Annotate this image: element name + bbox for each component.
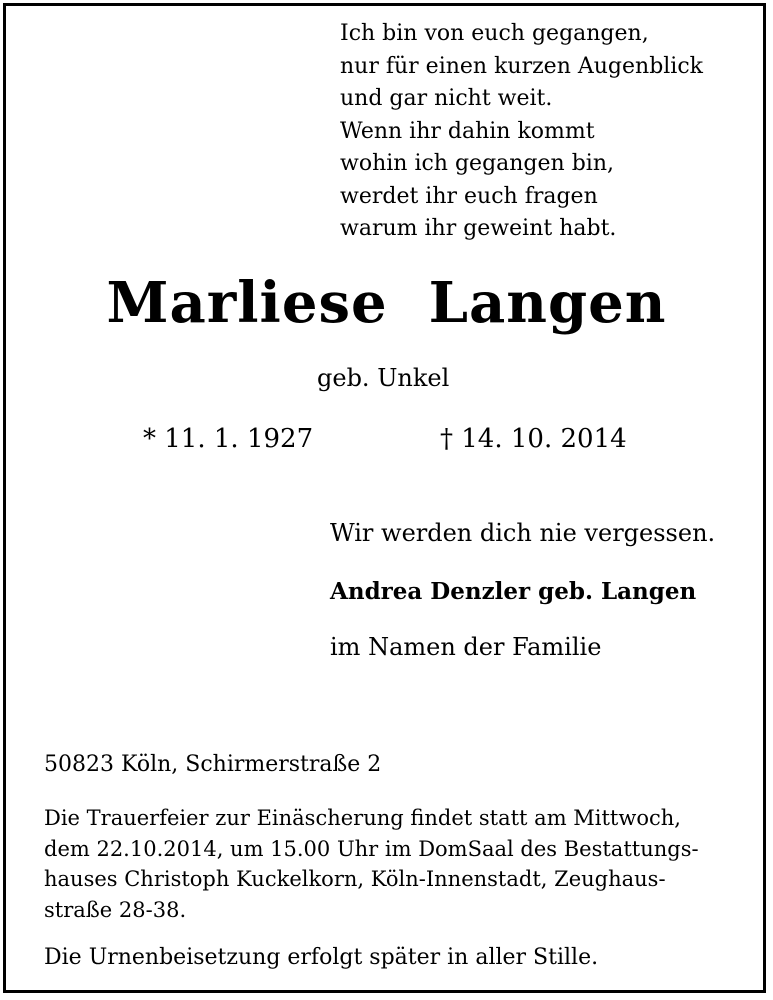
poem-line: wohin ich gegangen bin, [340,151,614,176]
birth-date: * 11. 1. 1927 [143,424,314,454]
poem-line: nur für einen kurzen Augenblick [340,53,703,79]
urn-note: Die Urnenbeisetzung erfolgt später in aller Stille. [44,945,599,970]
poem-line: Ich bin von euch gegangen, [340,21,649,46]
ceremony-line: Die Trauerfeier zur Einäscherung findet statt am Mittwoch, [44,806,681,830]
death-date: † 14. 10. 2014 [440,424,627,454]
ceremony-line: hauses Christoph Kuckelkorn, Köln-Innenstadt, Zeughaus- [44,867,666,891]
remembrance-text: Wir werden dich nie vergessen. [330,519,716,547]
family-note: im Namen der Familie [330,633,602,661]
ceremony-line: dem 22.10.2014, um 15.00 Uhr im DomSaal des Bestattungs- [44,836,699,861]
poem [340,18,703,246]
poem-line: werdet ihr euch fragen [340,183,598,209]
poem-line: und gar nicht weit. [340,86,553,111]
poem-line: Wenn ihr dahin kommt [340,118,595,144]
address: 50823 Köln, Schirmerstraße 2 [44,752,382,777]
signer-name: Andrea Denzler geb. Langen [330,578,697,605]
ceremony-info [44,803,730,925]
maiden-name: geb. Unkel [317,364,450,392]
poem-line: warum ihr geweint habt. [340,216,617,241]
ceremony-line: straße 28-38. [44,897,187,922]
deceased-name: Marliese Langen [106,270,667,336]
